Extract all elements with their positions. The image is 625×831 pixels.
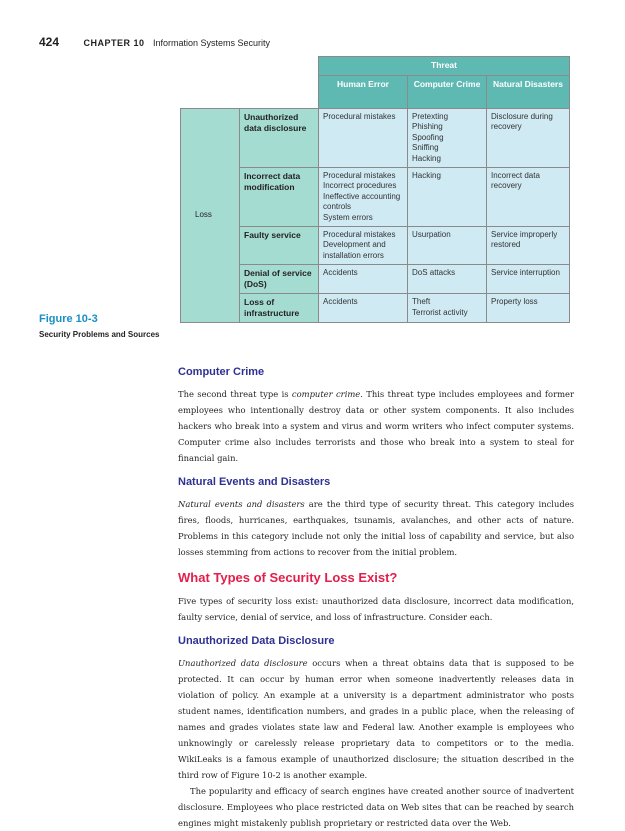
cell-line: Incorrect data recovery [491,170,540,191]
chapter-label: CHAPTER 10 [83,38,145,48]
figure-number: Figure 10-3 [39,313,98,325]
table-row [181,109,570,168]
term: Natural events and disasters [178,499,305,509]
table-row [181,226,570,264]
cell-line: Property loss [491,297,538,307]
table-cell [319,226,408,264]
heading-computer-crime: Computer Crime [178,366,265,378]
paragraph: The popularity and efficacy of search engines have created another source of inadvertent disclosure. Employees who place restricted data on Web sites that can be reached by search engines might mistakenly publish proprietary or restricted data over the Web. [178,786,574,828]
table-cell [487,109,570,168]
table-cell [487,226,570,264]
paragraph [178,655,574,783]
cell-line: Ineffective accounting controls [323,191,401,212]
table-cell [319,265,408,294]
term: Unauthorized data disclosure [178,658,308,668]
cell-line: Accidents [323,268,358,278]
cell-line: Procedural mistakes [323,229,396,239]
text-run: are the third type of security threat. This category includes fires, floods, hurricanes, earthquakes, tsunamis, avalanches, and other acts of nature. Problems in this category include not only the initial loss of capability and service, but also losses stemming from actions to recover from the initial problem. [178,499,574,557]
figure-title: Security Problems and Sources [39,330,160,339]
table-cell [487,167,570,226]
table-cell [408,294,487,323]
paragraph [178,496,574,560]
cell-line: Accidents [323,297,358,307]
paragraph [178,386,574,466]
cell-line: Hacking [412,153,441,163]
row-header: Denial of service (DoS) [240,265,319,294]
cell-line: Procedural mistakes [323,170,396,180]
heading-natural-events: Natural Events and Disasters [178,476,331,488]
cell-line: Hacking [412,170,441,180]
cell-line: Sniffing [412,143,439,153]
row-header: Unauthorized data disclosure [240,109,319,168]
cell-line: Phishing [412,122,443,132]
page-number: 424 [39,35,60,49]
cell-line: Spoofing [412,132,444,142]
table-row [181,265,570,294]
cell-line: Incorrect procedures [323,181,397,191]
term: computer crime [291,389,361,399]
table-cell [487,265,570,294]
table-cell [408,109,487,168]
figure-caption [39,313,179,339]
cell-line: Usurpation [412,229,451,239]
table-cell [408,265,487,294]
row-header: Loss of infrastructure [240,294,319,323]
column-header-human-error: Human Error [319,76,408,109]
text-run: . This threat type includes employees and former employees who intentionally destroy data or other system components. It also includes hackers who break into a system and virus and worm writers who infect computer systems. Computer crime also includes terrorists and those who break into a system to steal for financial gain. [178,389,574,463]
row-header: Incorrect data modification [240,167,319,226]
table-cell [319,294,408,323]
text-run: occurs when a threat obtains data that is supposed to be protected. It can occur by human error when someone inadvertently releases data in violation of policy. An example at a university is a department administrator who posts student names, identification numbers, and grades in a public place, when the releasing of names and grades violates state law and Federal law. Another example is employees who unknowingly or carelessly release proprietary data to competitors or to the media. WikiLeaks is a famous example of unauthorized disclosure; the situation described in the third row of Figure 10-2 is another example. [178,658,575,780]
body-text [178,366,574,831]
table-cell [487,294,570,323]
table-cell [319,109,408,168]
cell-line: Development and installation errors [323,240,386,260]
table-cell [408,226,487,264]
loss-label: Loss [181,109,240,323]
table-row [181,167,570,226]
heading-loss-types: What Types of Security Loss Exist? [178,570,398,585]
table-cell [408,167,487,226]
chapter-title: Information Systems Security [152,38,270,48]
text-run: The second threat type is [178,389,292,399]
cell-line: Procedural mistakes [323,112,396,121]
cell-line: Pretexting [412,112,449,121]
table-cell [319,167,408,226]
security-problems-table [180,56,570,323]
table-row [181,294,570,323]
cell-line: Service improperly restored [491,229,558,250]
heading-unauthorized-disclosure: Unauthorized Data Disclosure [178,635,335,647]
threat-header: Threat [319,57,570,76]
running-header [39,33,599,49]
cell-line: Theft [412,297,431,307]
cell-line: Disclosure during recovery [491,112,553,132]
column-header-natural-disasters: Natural Disasters [487,76,570,109]
paragraph: Five types of security loss exist: unauthorized data disclosure, incorrect data modification, faulty service, denial of service, and loss of infrastructure. Consider each. [178,596,574,622]
column-header-computer-crime: Computer Crime [408,76,487,109]
cell-line: Service interruption [491,268,560,278]
cell-line: Terrorist activity [412,307,468,317]
row-header: Faulty service [240,226,319,264]
cell-line: DoS attacks [412,268,456,278]
cell-line: System errors [323,212,373,222]
